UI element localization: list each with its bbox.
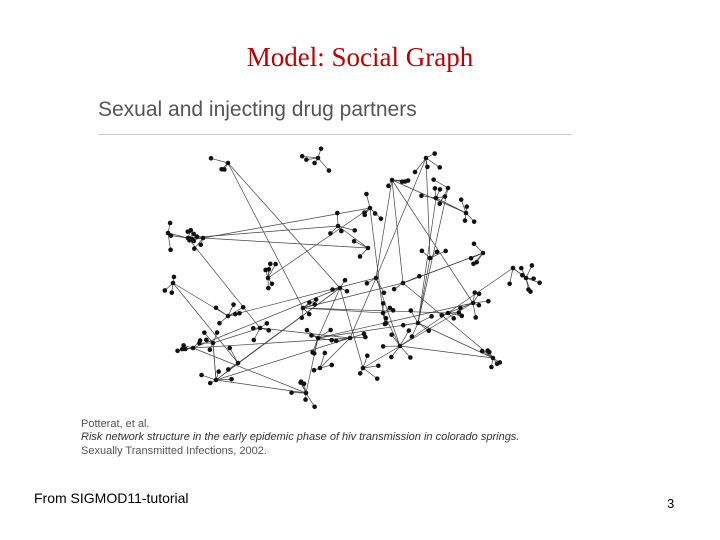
network-node [339,229,344,234]
network-node [214,305,219,310]
network-node [252,338,257,343]
network-node [519,266,524,271]
network-node [168,248,173,253]
network-node [381,311,386,316]
network-node [314,297,319,302]
network-node [192,246,197,251]
network-node [258,326,263,331]
network-edge [350,278,376,338]
network-node [382,290,387,295]
network-node [329,338,334,343]
network-node [457,310,462,315]
network-node [302,381,307,386]
network-node [204,338,209,343]
network-node [236,361,241,366]
network-node [201,236,206,241]
network-graph [88,88,588,418]
network-node [304,391,309,396]
network-node [381,301,386,306]
network-edge [173,283,228,316]
network-node [265,321,270,326]
network-node [472,290,477,295]
network-node [227,346,232,351]
network-node [381,344,386,349]
network-node [365,281,370,286]
network-node [216,369,221,374]
network-node [373,211,378,216]
network-node [368,206,373,211]
network-edge [415,158,426,172]
network-node [386,184,391,189]
network-node [491,356,496,361]
network-node [309,333,314,338]
network-node [163,288,168,293]
network-node [464,204,469,209]
network-node [469,256,474,261]
network-edge [340,288,363,368]
network-node [437,201,442,206]
network-node [477,303,482,308]
network-node [384,321,389,326]
network-node [443,194,448,199]
network-node [401,281,406,286]
network-node [198,242,203,247]
network-node [365,353,370,358]
network-edge [213,343,216,380]
network-node [524,276,529,281]
network-node [358,371,363,376]
network-node [459,197,464,202]
network-node [474,260,479,265]
network-node [300,316,305,321]
network-node [458,306,463,311]
network-edge [400,346,410,358]
network-node [226,161,231,166]
network-node [437,165,442,170]
network-node [439,313,444,318]
network-edge [418,198,436,323]
network-node [338,286,343,291]
network-node [343,278,348,283]
network-edge [302,156,318,158]
network-node [390,178,395,183]
network-node [489,365,494,370]
network-node [531,276,536,281]
network-node [214,378,219,383]
network-node [417,274,422,279]
network-node [267,267,272,272]
network-node [473,315,478,320]
network-edge [376,180,392,278]
network-edge [392,180,403,283]
network-node [327,168,332,173]
network-node [316,156,321,161]
network-node [435,250,440,255]
network-node [413,170,418,175]
network-node [391,308,396,313]
network-node [191,346,196,351]
network-node [498,360,503,365]
network-node [180,347,185,352]
citation-source: Sexually Transmitted Infections, 2002. [81,445,267,457]
network-node [416,321,421,326]
network-node [328,231,333,236]
network-node [451,316,456,321]
network-node [537,280,542,285]
network-edge [363,368,377,379]
network-node [352,228,357,233]
network-node [330,287,335,292]
network-edge [370,208,383,313]
network-node [432,151,437,156]
network-node [199,373,204,378]
network-node [520,273,525,278]
network-node [169,290,174,295]
network-node [358,254,363,259]
network-node [477,292,482,297]
network-edge [318,158,329,171]
network-node [231,302,236,307]
network-node [526,287,531,292]
network-node [334,339,339,344]
network-node [329,363,334,368]
network-node [198,338,203,343]
network-node [446,186,451,191]
network-edge [403,276,419,283]
network-node [194,234,199,239]
network-node [345,289,350,294]
network-node [481,251,486,256]
network-node [209,156,214,161]
network-node [316,336,321,341]
network-node [266,276,271,281]
network-node [419,193,424,198]
network-node [305,328,310,333]
footer-source: From SIGMOD11-tutorial [34,490,189,506]
network-node [464,211,469,216]
network-edge [400,346,493,358]
network-node [400,179,405,184]
network-node [407,328,412,333]
network-node [379,216,384,221]
network-node [431,177,436,182]
network-edge [376,158,426,278]
network-edge [203,238,368,248]
network-edge [203,208,370,238]
network-node [226,314,231,319]
network-node [530,263,535,268]
network-node [420,249,425,254]
network-node [424,156,429,161]
network-node [443,249,448,254]
network-node [241,305,246,310]
network-node [318,366,323,371]
network-edge [228,278,376,316]
network-edge [230,348,238,363]
network-node [434,196,439,201]
network-node [375,376,380,381]
network-node [312,302,317,307]
network-node [409,308,414,313]
network-node [408,355,413,360]
network-node [401,323,406,328]
network-node [222,167,227,172]
network-node [289,390,294,395]
network-node [335,211,340,216]
network-node [270,281,275,286]
citation-title: Risk network structure in the early epidemic phase of hiv transmission in colorado springs. [81,431,520,443]
network-node [303,397,308,402]
network-node [384,316,389,321]
network-node [511,266,516,271]
network-node [361,366,366,371]
network-edge [228,163,340,288]
network-node [410,334,415,339]
network-node [438,187,443,192]
page-number: 3 [667,496,675,511]
network-node [463,218,468,223]
network-node [352,239,357,244]
network-node [312,161,317,166]
network-node [237,311,242,316]
network-node [319,146,324,151]
network-node [301,306,306,311]
network-node [202,330,207,335]
network-node [428,256,433,261]
network-node [425,165,430,170]
network-edge [473,301,488,303]
network-node [208,347,213,352]
network-node [363,335,368,340]
network-node [251,326,256,331]
network-node [336,224,341,229]
network-node [215,330,220,335]
network-node [175,348,180,353]
network-node [168,221,173,226]
network-figure [81,88,588,468]
network-node [364,192,369,197]
figure-heading: Sexual and injecting drug partners [98,98,417,121]
network-node [480,349,485,354]
network-node [507,281,512,286]
network-node [300,154,305,159]
network-edge [211,158,228,163]
network-node [304,157,309,162]
network-node [211,341,216,346]
network-node [185,229,190,234]
network-node [366,246,371,251]
network-node [389,355,394,360]
network-node [398,344,403,349]
network-node [323,351,328,356]
network-node [166,231,171,236]
network-node [208,381,213,386]
network-node [172,275,177,280]
network-node [229,377,234,382]
network-node [446,311,451,316]
network-node [217,321,222,326]
network-node [429,314,434,319]
network-node [426,328,431,333]
network-node [307,312,312,317]
network-node [472,241,477,246]
network-node [328,328,333,333]
network-edge [228,163,303,308]
network-node [266,286,271,291]
network-node [226,367,231,372]
network-node [433,186,438,191]
network-node [487,350,492,355]
network-edge [188,226,338,238]
network-node [233,312,238,317]
network-node [307,300,312,305]
network-node [362,213,367,218]
network-node [348,336,353,341]
network-node [376,363,381,368]
network-node [312,404,317,409]
network-node [472,219,477,224]
slide-title: Model: Social Graph [246,42,474,72]
network-node [171,281,176,286]
network-node [392,287,397,292]
network-node [312,351,317,356]
network-node [268,262,273,267]
network-node [312,368,317,373]
network-node [374,276,379,281]
citation-authors: Potterat, et al. [81,418,150,430]
network-node [273,262,278,267]
network-node [471,301,476,306]
network-node [389,332,394,337]
network-node [187,238,192,243]
network-node [486,299,491,304]
network-node [266,328,271,333]
